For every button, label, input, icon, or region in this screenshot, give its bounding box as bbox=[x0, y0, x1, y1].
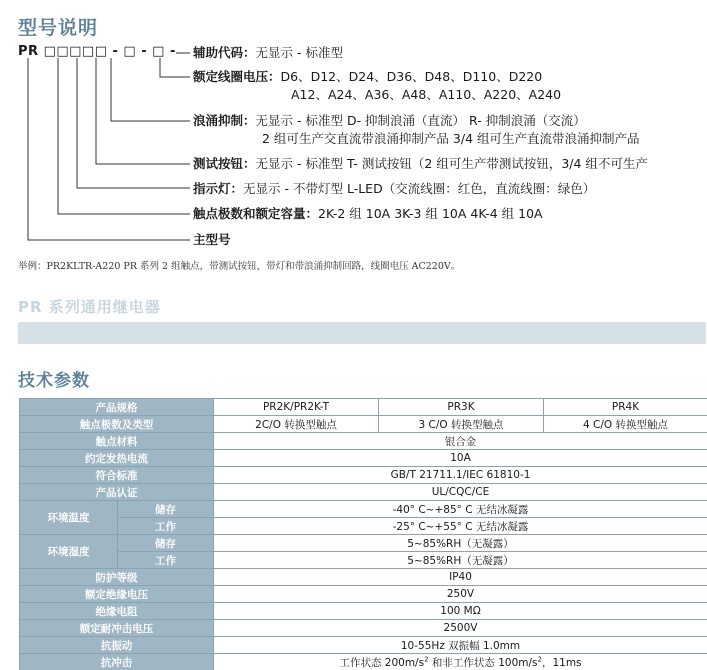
table-row bbox=[20, 433, 707, 450]
row-sublabel: 储存 bbox=[118, 535, 214, 552]
row-sublabel: 储存 bbox=[118, 501, 214, 518]
row-label: 抗冲击 bbox=[20, 654, 214, 670]
table-row bbox=[20, 416, 707, 433]
cell: IP40 bbox=[214, 569, 707, 586]
table-row bbox=[20, 552, 707, 569]
cell: UL/CQC/CE bbox=[214, 484, 707, 501]
table-row bbox=[20, 501, 707, 518]
example-note: 举例：PR2KLTR-A220 PR 系列 2 组触点，带测试按钮，带灯和带浪涌抑制回路，线圈电压 AC220V。 bbox=[18, 261, 461, 272]
cell: 4 C/O 转换型触点 bbox=[544, 416, 707, 433]
row-label: 符合标准 bbox=[20, 467, 214, 484]
section-band bbox=[18, 322, 706, 344]
tech-title: 技术参数 bbox=[18, 371, 90, 391]
table-row bbox=[20, 620, 707, 637]
desc-main-model: 主型号 bbox=[193, 232, 231, 247]
row-label: 环境温度 bbox=[20, 501, 118, 535]
table-row bbox=[20, 569, 707, 586]
table-row bbox=[20, 484, 707, 501]
cell: 10A bbox=[214, 450, 707, 467]
cell: 2500V bbox=[214, 620, 707, 637]
desc-coil-voltage: 额定线圈电压：D6、D12、D24、D36、D48、D110、D220 bbox=[193, 69, 543, 84]
cell: 10-55Hz 双振幅 1.0mm bbox=[214, 637, 707, 654]
row-sublabel: 工作 bbox=[118, 518, 214, 535]
table-row bbox=[20, 654, 707, 670]
cell: 100 MΩ bbox=[214, 603, 707, 620]
table-row bbox=[20, 450, 707, 467]
cell: 3 C/O 转换型触点 bbox=[379, 416, 544, 433]
row-label: 防护等级 bbox=[20, 569, 214, 586]
row-label: 约定发热电流 bbox=[20, 450, 214, 467]
desc-test-button: 测试按钮：无显示 - 标准型 T- 测试按钮（2 组可生产带测试按钮，3/4 组不可生产 bbox=[193, 156, 648, 171]
desc-surge: 浪涌抑制：无显示 - 标准型 D- 抑制浪涌（直流） R- 抑制浪涌（交流） bbox=[193, 113, 586, 128]
desc-indicator: 指示灯：无显示 - 不带灯型 L-LED（交流线圈：红色，直流线圈：绿色） bbox=[193, 181, 596, 196]
row-sublabel: 工作 bbox=[118, 552, 214, 569]
cell: 银合金 bbox=[214, 433, 707, 450]
cell: 2C/O 转换型触点 bbox=[214, 416, 379, 433]
row-label: 产品认证 bbox=[20, 484, 214, 501]
row-label: 触点材料 bbox=[20, 433, 214, 450]
table-row bbox=[20, 535, 707, 552]
desc-aux-code: 辅助代码：无显示 - 标准型 bbox=[193, 45, 343, 60]
cell: 5~85%RH（无凝露） bbox=[214, 535, 707, 552]
cell: 250V bbox=[214, 586, 707, 603]
row-label: 产品规格 bbox=[20, 399, 214, 416]
table-row bbox=[20, 603, 707, 620]
cell: GB/T 21711.1/IEC 61810-1 bbox=[214, 467, 707, 484]
row-label: 触点极数及类型 bbox=[20, 416, 214, 433]
cell: -40° C~+85° C 无结冰凝露 bbox=[214, 501, 707, 518]
table-row bbox=[20, 518, 707, 535]
desc-surge-note: 2 组可生产交直流带浪涌抑制产品 3/4 组可生产直流带浪涌抑制产品 bbox=[262, 131, 640, 146]
table-row bbox=[20, 586, 707, 603]
table-row bbox=[20, 399, 707, 416]
spec-table bbox=[19, 398, 707, 670]
model-code: PR □□□□□ - □ - □ - bbox=[18, 44, 176, 59]
cell: 工作状态 $200m/s^2$ 和非工作状态 $100m/s^2$，11ms bbox=[214, 654, 707, 670]
table-row bbox=[20, 467, 707, 484]
desc-contacts: 触点极数和额定容量：2K-2 组 10A 3K-3 组 10A 4K-4 组 10A bbox=[193, 206, 543, 221]
row-label: 额定绝缘电压 bbox=[20, 586, 214, 603]
page-title: 型号说明 bbox=[18, 17, 99, 39]
cell: -25° C~+55° C 无结冰凝露 bbox=[214, 518, 707, 535]
cell: PR4K bbox=[544, 399, 707, 416]
row-label: 绝缘电阻 bbox=[20, 603, 214, 620]
row-label: 抗振动 bbox=[20, 637, 214, 654]
cell: PR3K bbox=[379, 399, 544, 416]
row-label: 环境湿度 bbox=[20, 535, 118, 569]
desc-coil-voltage-ac: A12、A24、A36、A48、A110、A220、A240 bbox=[291, 87, 562, 102]
table-row bbox=[20, 637, 707, 654]
section-title: PR 系列通用继电器 bbox=[18, 298, 161, 316]
cell: 5~85%RH（无凝露） bbox=[214, 552, 707, 569]
row-label: 额定耐冲击电压 bbox=[20, 620, 214, 637]
cell: PR2K/PR2K-T bbox=[214, 399, 379, 416]
